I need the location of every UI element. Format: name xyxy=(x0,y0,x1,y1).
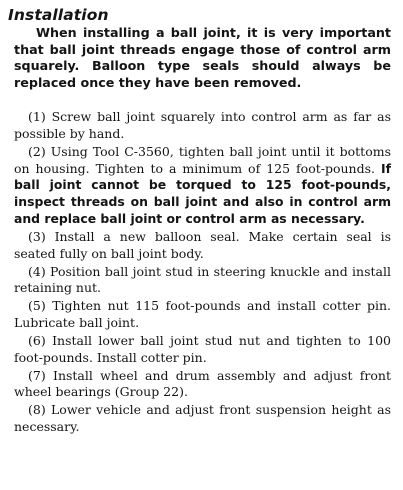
step-8 xyxy=(14,402,391,435)
section-heading: Installation xyxy=(8,6,109,24)
steps-list xyxy=(14,109,391,435)
step-3-text: (3) Install a new balloon seal. Make certain seal is seated fully on ball joint body. xyxy=(14,228,391,261)
step-6-text: (6) Install lower ball joint stud nut and tighten to 100 foot-pounds. Install cotter pin. xyxy=(14,333,391,365)
step-5-text: (5) Tighten nut 115 foot-pounds and install cotter pin. Lubricate ball joint. xyxy=(14,298,391,330)
step-2-warning-text: If ball joint cannot be torqued to 125 foot-pounds, inspect threads on ball joint and also in control arm and replace ball joint or control arm as necessary. xyxy=(14,160,391,226)
step-2 xyxy=(14,144,391,228)
step-6 xyxy=(14,333,391,366)
intro-paragraph xyxy=(14,25,391,91)
step-2-text: (2) Using Tool C-3560, tighten ball joint until it bottoms on housing. Tighten to a minimum of 125 foot-pounds. xyxy=(14,144,391,176)
step-1 xyxy=(14,109,391,142)
step-8-text: (8) Lower vehicle and adjust front suspension height as necessary. xyxy=(14,402,391,435)
intro-text: When installing a ball joint, it is very important that ball joint threads engage those of control arm squarely. Balloon type seals should always be replaced once they have been removed. xyxy=(14,25,391,90)
step-3 xyxy=(14,229,391,262)
step-7 xyxy=(14,368,391,401)
step-4-text: (4) Position ball joint stud in steering knuckle and install retaining nut. xyxy=(14,263,391,296)
step-4 xyxy=(14,264,391,297)
step-7-text: (7) Install wheel and drum assembly and adjust front wheel bearings (Group 22). xyxy=(14,367,391,400)
step-1-text: (1) Screw ball joint squarely into control arm as far as possible by hand. xyxy=(14,109,391,142)
step-5 xyxy=(14,298,391,331)
